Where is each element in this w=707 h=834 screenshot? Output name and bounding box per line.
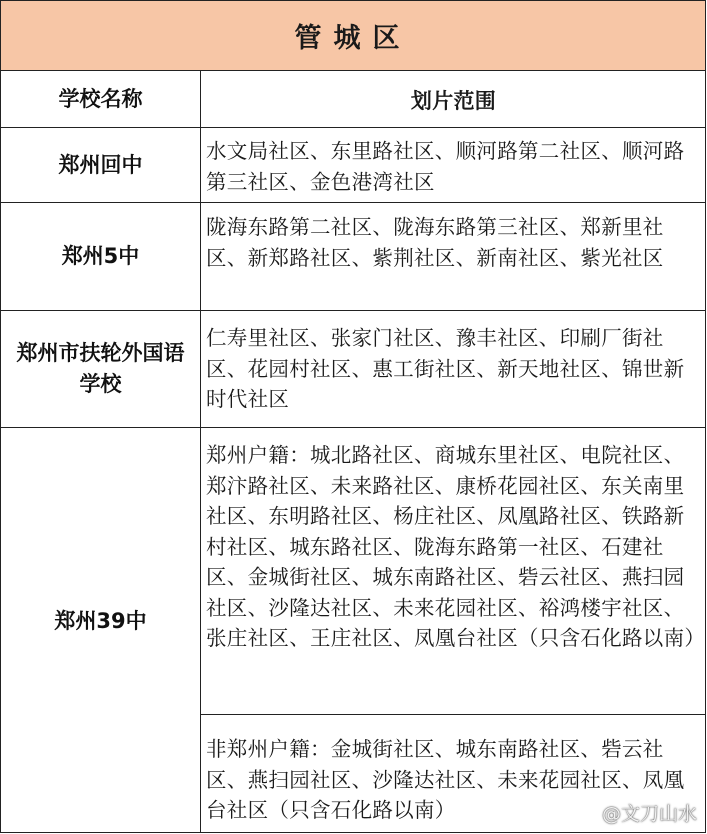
school-name: 郑州5中 [1, 203, 201, 310]
table-row [1, 203, 705, 311]
school-name: 郑州市扶轮外国语学校 [1, 311, 201, 427]
zone-text: 水文局社区、东里路社区、顺河路第二社区、顺河路第三社区、金色港湾社区 [206, 139, 685, 194]
column-header-zone: 划片范围 [410, 88, 497, 113]
table-row [1, 128, 705, 203]
school-name: 郑州回中 [1, 128, 201, 202]
zone-text-local-hukou: 郑州户籍：城北路社区、商城东里社区、电院社区、郑汴路社区、未来路社区、康桥花园社区、东关南里社区、东明路社区、杨庄社区、凤凰路社区、铁路新村社区、城东路社区、陇海东路第一社区、石建社区、金城街社区、城东南路社区、砦云社区、燕扫园社区、沙隆达社区、未来花园社区、裕鸿楼宇社区、张庄社区、王庄社区、凤凰台社区（只含石化路以南） [201, 428, 705, 715]
zone-text: 陇海东路第二社区、陇海东路第三社区、郑新里社区、新郑路社区、紫荆社区、新南社区、紫光社区 [206, 215, 664, 270]
header-row [1, 71, 705, 128]
table-row [1, 311, 705, 428]
zone-text-nonlocal-hukou: 非郑州户籍：金城街社区、城东南路社区、砦云社区、燕扫园社区、沙隆达社区、未来花园社区、凤凰台社区（只含石化路以南） [206, 737, 685, 822]
column-header-school: 学校名称 [1, 71, 201, 127]
zone-text: 仁寿里社区、张家门社区、豫丰社区、印刷厂街社区、花园村社区、惠工街社区、新天地社区、锦世新时代社区 [206, 326, 685, 411]
watermark: @文刀山水 [601, 803, 697, 825]
table-title: 管城区 [1, 1, 705, 71]
school-name: 郑州39中 [1, 428, 201, 833]
